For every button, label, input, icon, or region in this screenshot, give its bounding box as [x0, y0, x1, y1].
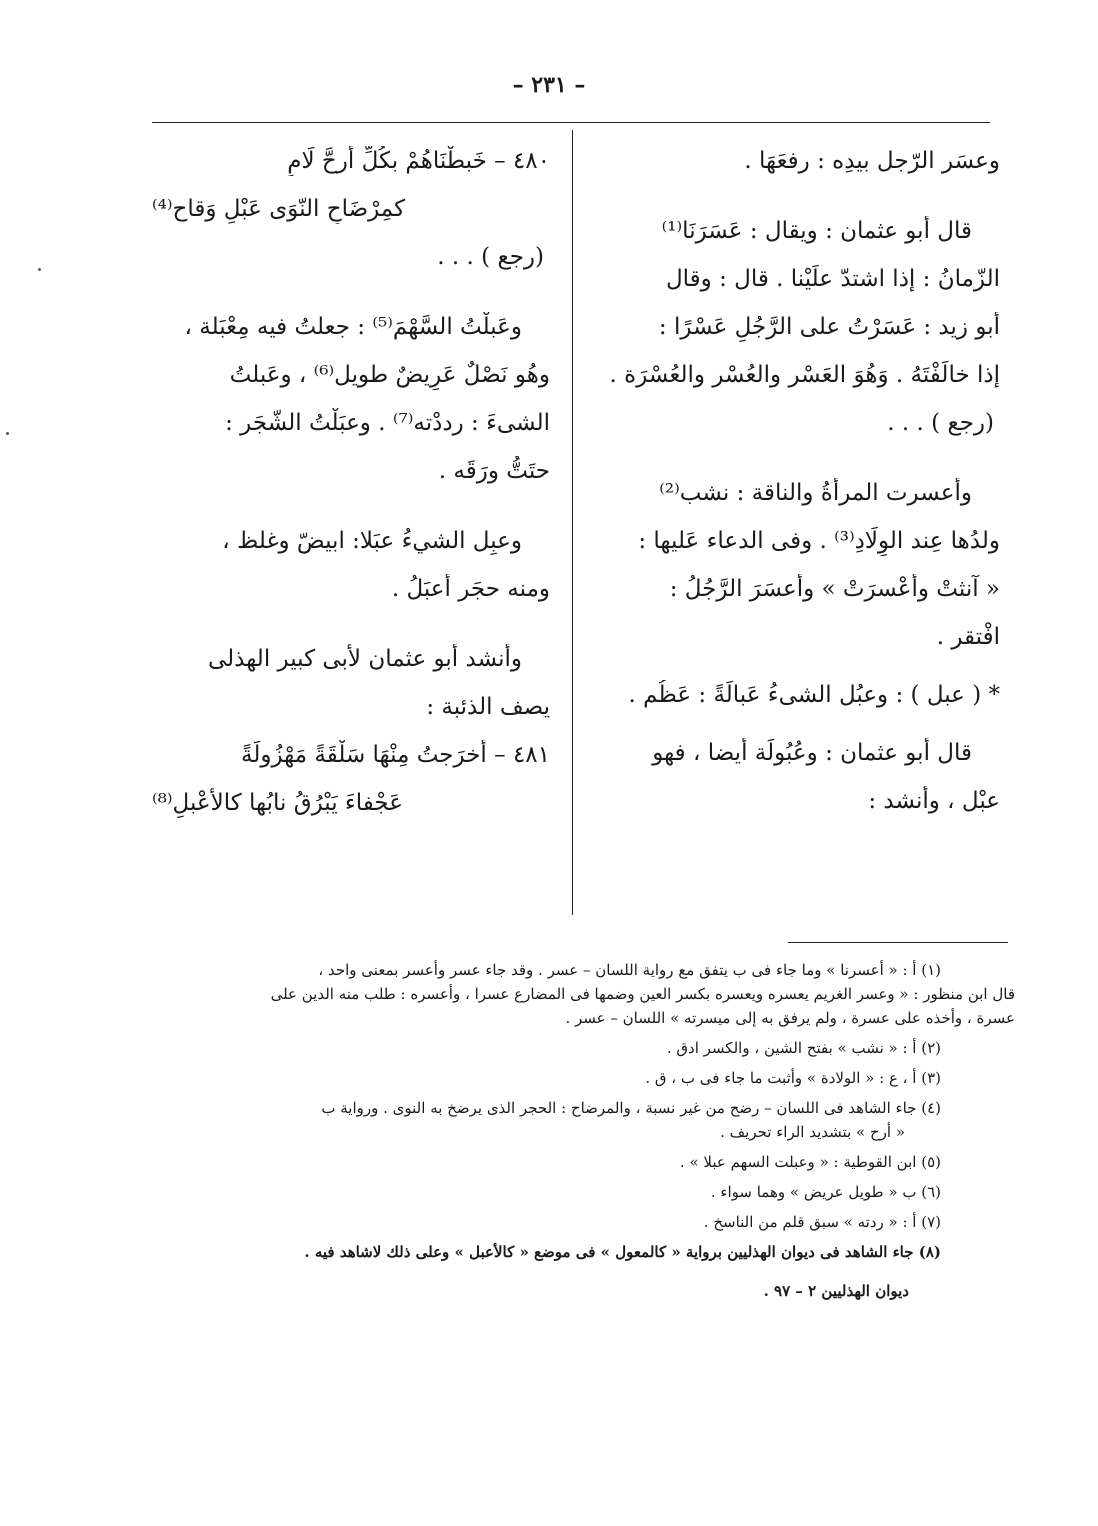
text-line: وأنشد أبو عثمان لأبى كبير الهذلى [207, 646, 522, 672]
text-line: * ( عبل ) : وعبُل الشىءُ عَبالَةً : عَظُم . [628, 682, 1000, 708]
text-line: ولدُها عِند الوِلَادِ⁽³⁾ . وفى الدعاء عَليها : [638, 528, 1000, 554]
verse-line: ٤٨٠ – خَبطْنَاهُمْ بكُلِّ أرحَّ لَامٍ [287, 148, 550, 174]
footnote-2: (٢) أ : « نشب » بفتح الشين ، والكسر ادق . [666, 1039, 941, 1057]
footnote-4-cont: « أرح » بتشديد الراء تحريف . [720, 1123, 905, 1141]
text-line: أبو زيد : عَسَرْتُ على الرَّجُلِ عَسْرًا : [658, 314, 1000, 340]
text-line: وعبِل الشيءُ عبَلا: ابيضّ وغلظ ، [222, 528, 522, 554]
text-line: « آنثتْ وأعْسرَتْ » وأعسَرَ الرَّجُلُ : [669, 576, 1000, 602]
scan-speck [6, 432, 9, 435]
text-line: وعسَر الرّجل بيدِه : رفعَهَا . [744, 148, 1000, 174]
text-line: عبْل ، وأنشد : [868, 788, 1000, 814]
footnote-3: (٣) أ ، ع : « الولادة » وأثبت ما جاء فى ب ، ق . [645, 1069, 941, 1087]
footnote-8: (٨) جاء الشاهد فى ديوان الهذليين برواية « كالمعول » فى موضع « كالأعبل » وعلى ذلك لاشاهد فيه . [304, 1243, 941, 1261]
verse-line: عَجْفاءَ يَبْرُقُ نابُها كالأعْبلِ⁽⁸⁾ [152, 790, 403, 816]
text-line: إذا خالَفْتَهُ . وَهُوَ العَسْر والعُسْر والعُسْرَة . [609, 362, 1000, 388]
footnote-8-reference: ديوان الهذليين ٢ – ٩٧ . [763, 1282, 909, 1300]
footnote-5: (٥) ابن القوطية : « وعبلت السهم عبلا » . [679, 1153, 941, 1171]
text-line: الشىءَ : رددْته⁽⁷⁾ . وعبَلْتُ الشّجَر : [225, 410, 550, 436]
column-divider [572, 130, 573, 915]
verse-line: كمِرْضَاحِ النّوَى عَبْلٍ وَقاح⁽⁴⁾ [152, 196, 406, 222]
header-rule [152, 122, 990, 123]
text-line: حتَتُّ ورَقَه . [438, 458, 550, 484]
text-line: (رجع ) . . . [887, 410, 994, 436]
footnote-4: (٤) جاء الشاهد فى اللسان – رضح من غير نسبة ، والمرضاح : الحجر الذى يرضخ به النوى . ورواية ب [321, 1099, 941, 1117]
text-line: يصف الذئبة : [426, 694, 550, 720]
footnote-rule [788, 942, 1008, 943]
footnote-7: (٧) أ : « ردته » سبق قلم من الناسخ . [703, 1213, 941, 1231]
verse-line: ٤٨١ – أخرَجتُ مِنْهَا سَلْقَةً مَهْزُولَةً [241, 742, 550, 768]
left-column [152, 146, 550, 836]
text-line: افْتقر . [936, 624, 1000, 650]
text-line: قال أبو عثمان : وعُبُولَة أيضا ، فهو [652, 740, 972, 766]
footnote-1-cont: عسرة ، وأخذه على عسرة ، ولم يرفق به إلى ميسرته » اللسان – عسر . [565, 1009, 1015, 1027]
footnotes [150, 958, 1015, 1318]
text-line: الزّمانُ : إذا اشتدّ علَيْنا . قال : وقال [665, 266, 1000, 292]
text-line: وعَبلْتُ السَّهْمَ⁽⁵⁾ : جعلتُ فيه مِعْبَلة ، [184, 314, 522, 340]
text-line: وأعسرت المرأَةُ والناقة : نشب⁽²⁾ [659, 480, 972, 506]
text-line: ومنه حجَر أعبَلُ . [391, 576, 550, 602]
page-number: – ٢٣١ – [512, 72, 586, 98]
text-line: (رجع ) . . . [437, 244, 544, 270]
text-line: وهُو نَصْلٌ عَرِيضٌ طويل⁽⁶⁾ ، وعَبلتُ [229, 362, 550, 388]
footnote-1: (١) أ : « أعسرنا » وما جاء فى ب يتفق مع رواية اللسان – عسر . وقد جاء عسر وأعسر بمعنى واحد ، [318, 961, 941, 979]
text-line: قال أبو عثمان : ويقال : عَسَرَنَا⁽¹⁾ [661, 218, 972, 244]
footnote-6: (٦) ب « طويل عريض » وهما سواء . [710, 1183, 941, 1201]
footnote-1-cont: قال ابن منظور : « وعسر الغريم يعسره ويعسره بكسر العين وضمها فى المضارع عسرا ، وأعسره : طلب منه الدين على [270, 985, 1015, 1003]
scan-speck [38, 268, 41, 271]
right-column [596, 146, 1000, 834]
